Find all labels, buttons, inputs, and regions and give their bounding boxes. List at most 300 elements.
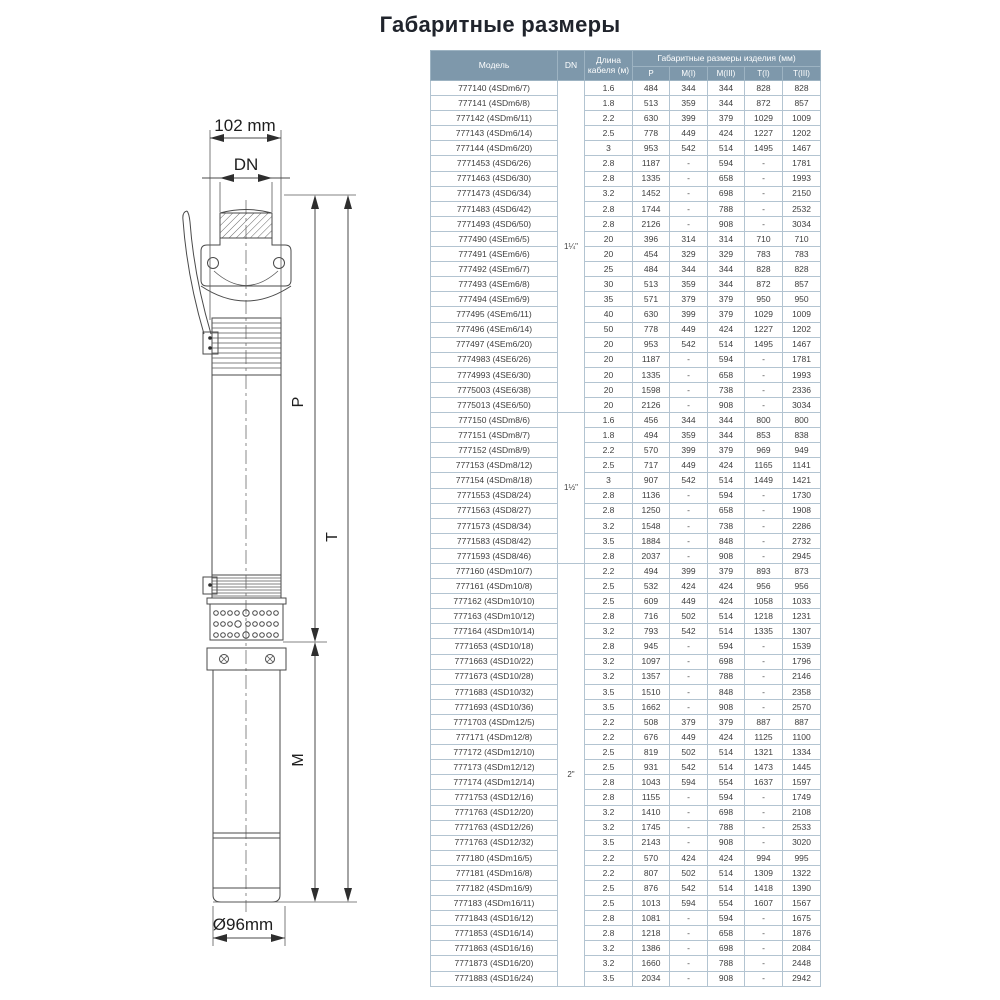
model-cell: 777496 (4SEm6/14): [431, 322, 558, 337]
header-m3: M(III): [708, 67, 745, 81]
value-cell: 2.5: [585, 760, 633, 775]
value-cell: 2.8: [585, 488, 633, 503]
model-cell: 777494 (4SEm6/9): [431, 292, 558, 307]
value-cell: 1449: [745, 473, 783, 488]
value-cell: -: [670, 156, 708, 171]
model-cell: 777495 (4SEm6/11): [431, 307, 558, 322]
value-cell: 2143: [633, 835, 670, 850]
value-cell: -: [745, 684, 783, 699]
dimensions-table: [430, 50, 821, 987]
value-cell: 800: [745, 413, 783, 428]
value-cell: -: [670, 911, 708, 926]
table-row: [431, 790, 821, 805]
table-row: [431, 730, 821, 745]
value-cell: 872: [745, 277, 783, 292]
value-cell: 2.2: [585, 865, 633, 880]
value-cell: 20: [585, 382, 633, 397]
value-cell: 2.2: [585, 443, 633, 458]
model-cell: 777172 (4SDm12/10): [431, 745, 558, 760]
value-cell: 344: [708, 81, 745, 96]
model-cell: 7771583 (4SD8/42): [431, 533, 558, 548]
value-cell: 698: [708, 805, 745, 820]
value-cell: 3.2: [585, 669, 633, 684]
value-cell: -: [745, 805, 783, 820]
power-cable: [183, 211, 211, 334]
value-cell: 344: [708, 96, 745, 111]
value-cell: 2.8: [585, 216, 633, 231]
page-title: Габаритные размеры: [379, 12, 621, 37]
value-cell: 1662: [633, 699, 670, 714]
value-cell: 3.5: [585, 699, 633, 714]
dn-cell: 2": [558, 564, 585, 987]
value-cell: 2034: [633, 971, 670, 986]
value-cell: 872: [745, 96, 783, 111]
value-cell: 344: [708, 277, 745, 292]
value-cell: 379: [708, 564, 745, 579]
value-cell: 1231: [783, 609, 821, 624]
value-cell: 1445: [783, 760, 821, 775]
value-cell: 893: [745, 564, 783, 579]
table-row: [431, 639, 821, 654]
table-row: [431, 956, 821, 971]
value-cell: 379: [708, 443, 745, 458]
value-cell: 3: [585, 141, 633, 156]
dn-cell: 1¼": [558, 81, 585, 413]
value-cell: 344: [708, 428, 745, 443]
value-cell: 1029: [745, 111, 783, 126]
value-cell: 1781: [783, 156, 821, 171]
value-cell: 2.2: [585, 730, 633, 745]
model-cell: 777182 (4SDm16/9): [431, 880, 558, 895]
table-row: [431, 171, 821, 186]
value-cell: -: [745, 367, 783, 382]
value-cell: 1227: [745, 126, 783, 141]
value-cell: 2037: [633, 548, 670, 563]
value-cell: 3034: [783, 397, 821, 412]
model-cell: 7771853 (4SD16/14): [431, 926, 558, 941]
table-row: [431, 850, 821, 865]
value-cell: 1033: [783, 594, 821, 609]
value-cell: 2.2: [585, 111, 633, 126]
value-cell: 873: [783, 564, 821, 579]
value-cell: 554: [708, 775, 745, 790]
value-cell: 554: [708, 896, 745, 911]
value-cell: 1125: [745, 730, 783, 745]
value-cell: 793: [633, 624, 670, 639]
value-cell: 1.6: [585, 81, 633, 96]
value-cell: 698: [708, 941, 745, 956]
model-cell: 777174 (4SDm12/14): [431, 775, 558, 790]
value-cell: -: [745, 956, 783, 971]
model-cell: 777153 (4SDm8/12): [431, 458, 558, 473]
value-cell: -: [670, 367, 708, 382]
value-cell: 956: [745, 579, 783, 594]
value-cell: 1.6: [585, 413, 633, 428]
value-cell: -: [670, 171, 708, 186]
value-cell: -: [670, 548, 708, 563]
value-cell: 1335: [633, 171, 670, 186]
value-cell: 1309: [745, 865, 783, 880]
value-cell: 1029: [745, 307, 783, 322]
model-cell: 777180 (4SDm16/5): [431, 850, 558, 865]
value-cell: 329: [670, 247, 708, 262]
value-cell: 956: [783, 579, 821, 594]
value-cell: 571: [633, 292, 670, 307]
header-dimensions-group: Габаритные размеры изделия (мм): [633, 51, 821, 67]
value-cell: -: [670, 971, 708, 986]
value-cell: -: [745, 533, 783, 548]
header-m1: M(I): [670, 67, 708, 81]
value-cell: 594: [670, 775, 708, 790]
value-cell: 1307: [783, 624, 821, 639]
model-cell: 777160 (4SDm10/7): [431, 564, 558, 579]
value-cell: 3.2: [585, 624, 633, 639]
value-cell: 1467: [783, 337, 821, 352]
value-cell: -: [670, 835, 708, 850]
value-cell: 848: [708, 684, 745, 699]
value-cell: 3: [585, 473, 633, 488]
value-cell: 2.8: [585, 201, 633, 216]
value-cell: 1335: [745, 624, 783, 639]
value-cell: -: [745, 654, 783, 669]
value-cell: 502: [670, 609, 708, 624]
table-row: [431, 684, 821, 699]
value-cell: 828: [783, 262, 821, 277]
model-cell: 777183 (4SDm16/11): [431, 896, 558, 911]
value-cell: -: [670, 639, 708, 654]
value-cell: 1884: [633, 533, 670, 548]
value-cell: 1598: [633, 382, 670, 397]
value-cell: 30: [585, 277, 633, 292]
value-cell: 1009: [783, 111, 821, 126]
value-cell: 1390: [783, 880, 821, 895]
table-row: [431, 488, 821, 503]
value-cell: 2.8: [585, 790, 633, 805]
value-cell: 1876: [783, 926, 821, 941]
value-cell: 908: [708, 216, 745, 231]
value-cell: 630: [633, 307, 670, 322]
value-cell: -: [745, 503, 783, 518]
value-cell: 2533: [783, 820, 821, 835]
value-cell: 2.5: [585, 126, 633, 141]
table-row: [431, 382, 821, 397]
header-dn: DN: [558, 51, 585, 81]
value-cell: 396: [633, 231, 670, 246]
table-row: [431, 548, 821, 563]
value-cell: -: [745, 397, 783, 412]
value-cell: 887: [745, 714, 783, 729]
model-cell: 7771673 (4SD10/28): [431, 669, 558, 684]
model-cell: 777173 (4SDm12/12): [431, 760, 558, 775]
value-cell: -: [745, 156, 783, 171]
table-row: [431, 745, 821, 760]
model-cell: 7771563 (4SD8/27): [431, 503, 558, 518]
value-cell: 1097: [633, 654, 670, 669]
value-cell: 594: [708, 156, 745, 171]
table-row: [431, 473, 821, 488]
value-cell: 594: [708, 790, 745, 805]
value-cell: -: [670, 201, 708, 216]
table-row: [431, 156, 821, 171]
value-cell: 1675: [783, 911, 821, 926]
value-cell: 2146: [783, 669, 821, 684]
ribbed-band: [203, 575, 286, 604]
value-cell: 542: [670, 141, 708, 156]
model-cell: 777164 (4SDm10/14): [431, 624, 558, 639]
value-cell: 379: [708, 292, 745, 307]
value-cell: 2084: [783, 941, 821, 956]
value-cell: 1607: [745, 896, 783, 911]
value-cell: 1421: [783, 473, 821, 488]
value-cell: 2.5: [585, 880, 633, 895]
value-cell: 1993: [783, 171, 821, 186]
value-cell: 542: [670, 880, 708, 895]
value-cell: 508: [633, 714, 670, 729]
value-cell: 2732: [783, 533, 821, 548]
value-cell: 329: [708, 247, 745, 262]
value-cell: 994: [745, 850, 783, 865]
table-row: [431, 533, 821, 548]
value-cell: 1730: [783, 488, 821, 503]
value-cell: 424: [670, 850, 708, 865]
value-cell: 1745: [633, 820, 670, 835]
value-cell: 1796: [783, 654, 821, 669]
value-cell: -: [745, 216, 783, 231]
value-cell: -: [745, 941, 783, 956]
value-cell: 1993: [783, 367, 821, 382]
model-cell: 7771883 (4SD16/24): [431, 971, 558, 986]
value-cell: 876: [633, 880, 670, 895]
model-cell: 7771453 (4SD6/26): [431, 156, 558, 171]
value-cell: 698: [708, 186, 745, 201]
value-cell: 1218: [633, 926, 670, 941]
value-cell: -: [670, 654, 708, 669]
value-cell: 907: [633, 473, 670, 488]
value-cell: 2150: [783, 186, 821, 201]
value-cell: 1165: [745, 458, 783, 473]
table-row: [431, 926, 821, 941]
table-row: [431, 503, 821, 518]
value-cell: 484: [633, 81, 670, 96]
value-cell: 484: [633, 262, 670, 277]
model-cell: 7771763 (4SD12/32): [431, 835, 558, 850]
value-cell: 788: [708, 820, 745, 835]
value-cell: 949: [783, 443, 821, 458]
value-cell: 502: [670, 745, 708, 760]
value-cell: 449: [670, 126, 708, 141]
value-cell: 1.8: [585, 96, 633, 111]
value-cell: 424: [670, 579, 708, 594]
value-cell: -: [670, 488, 708, 503]
value-cell: 1187: [633, 156, 670, 171]
value-cell: 449: [670, 594, 708, 609]
value-cell: 953: [633, 337, 670, 352]
value-cell: 2.8: [585, 639, 633, 654]
value-cell: -: [745, 669, 783, 684]
value-cell: 1637: [745, 775, 783, 790]
value-cell: -: [745, 518, 783, 533]
model-cell: 777150 (4SDm8/6): [431, 413, 558, 428]
model-cell: 777161 (4SDm10/8): [431, 579, 558, 594]
header-t1: T(I): [745, 67, 783, 81]
value-cell: 1744: [633, 201, 670, 216]
model-cell: 777152 (4SDm8/9): [431, 443, 558, 458]
model-cell: 777141 (4SDm6/8): [431, 96, 558, 111]
table-row: [431, 413, 821, 428]
model-cell: 7771653 (4SD10/18): [431, 639, 558, 654]
value-cell: 25: [585, 262, 633, 277]
value-cell: 1334: [783, 745, 821, 760]
value-cell: 594: [708, 639, 745, 654]
value-cell: -: [670, 533, 708, 548]
value-cell: 449: [670, 458, 708, 473]
value-cell: 945: [633, 639, 670, 654]
value-cell: 399: [670, 443, 708, 458]
value-cell: 502: [670, 865, 708, 880]
value-cell: 20: [585, 231, 633, 246]
value-cell: 738: [708, 518, 745, 533]
table-row: [431, 96, 821, 111]
dimension-102mm-label: 102 mm: [214, 116, 276, 135]
value-cell: 783: [745, 247, 783, 262]
value-cell: -: [670, 669, 708, 684]
value-cell: 2.8: [585, 911, 633, 926]
dimension-p-label: P: [290, 396, 307, 408]
dimension-m-label: M: [290, 753, 307, 767]
table-row: [431, 564, 821, 579]
value-cell: 424: [708, 126, 745, 141]
value-cell: 344: [670, 81, 708, 96]
value-cell: 514: [708, 473, 745, 488]
value-cell: 658: [708, 503, 745, 518]
value-cell: 1495: [745, 141, 783, 156]
value-cell: 359: [670, 428, 708, 443]
value-cell: 1058: [745, 594, 783, 609]
model-cell: 777142 (4SDm6/11): [431, 111, 558, 126]
table-row: [431, 277, 821, 292]
model-cell: 7771553 (4SD8/24): [431, 488, 558, 503]
model-cell: 7771763 (4SD12/20): [431, 805, 558, 820]
table-row: [431, 835, 821, 850]
table-row: [431, 579, 821, 594]
value-cell: 931: [633, 760, 670, 775]
value-cell: 594: [708, 352, 745, 367]
table-row: [431, 714, 821, 729]
value-cell: 2942: [783, 971, 821, 986]
value-cell: 1510: [633, 684, 670, 699]
model-cell: 7771863 (4SD16/16): [431, 941, 558, 956]
value-cell: 1227: [745, 322, 783, 337]
value-cell: 494: [633, 564, 670, 579]
model-cell: 7774993 (4SE6/30): [431, 367, 558, 382]
value-cell: 1043: [633, 775, 670, 790]
value-cell: -: [670, 382, 708, 397]
value-cell: 717: [633, 458, 670, 473]
value-cell: 2108: [783, 805, 821, 820]
value-cell: -: [745, 699, 783, 714]
value-cell: -: [670, 518, 708, 533]
value-cell: 20: [585, 337, 633, 352]
value-cell: 514: [708, 880, 745, 895]
dimension-96mm-label: Ø96mm: [212, 915, 274, 934]
model-cell: 777163 (4SDm10/12): [431, 609, 558, 624]
value-cell: 50: [585, 322, 633, 337]
value-cell: 1322: [783, 865, 821, 880]
table-row: [431, 231, 821, 246]
table-row: [431, 322, 821, 337]
value-cell: 908: [708, 548, 745, 563]
value-cell: 1321: [745, 745, 783, 760]
value-cell: 716: [633, 609, 670, 624]
table-row: [431, 654, 821, 669]
header-cable-length: Длина кабеля (м): [585, 51, 633, 81]
table-row: [431, 126, 821, 141]
value-cell: 2.8: [585, 926, 633, 941]
value-cell: 819: [633, 745, 670, 760]
value-cell: 2126: [633, 397, 670, 412]
value-cell: 710: [783, 231, 821, 246]
value-cell: 1136: [633, 488, 670, 503]
table-row: [431, 971, 821, 986]
value-cell: 344: [708, 413, 745, 428]
table-row: [431, 337, 821, 352]
value-cell: -: [670, 186, 708, 201]
value-cell: -: [670, 926, 708, 941]
value-cell: 676: [633, 730, 670, 745]
model-cell: 777140 (4SDm6/7): [431, 81, 558, 96]
table-row: [431, 247, 821, 262]
value-cell: 344: [670, 262, 708, 277]
value-cell: 314: [708, 231, 745, 246]
value-cell: -: [745, 201, 783, 216]
table-row: [431, 216, 821, 231]
value-cell: 953: [633, 141, 670, 156]
table-row: [431, 594, 821, 609]
value-cell: 658: [708, 926, 745, 941]
model-cell: 7771873 (4SD16/20): [431, 956, 558, 971]
value-cell: 950: [783, 292, 821, 307]
value-cell: 1357: [633, 669, 670, 684]
value-cell: 1081: [633, 911, 670, 926]
value-cell: 2532: [783, 201, 821, 216]
value-cell: 2.5: [585, 458, 633, 473]
model-cell: 7771593 (4SD8/46): [431, 548, 558, 563]
value-cell: 1386: [633, 941, 670, 956]
value-cell: 788: [708, 201, 745, 216]
table-row: [431, 186, 821, 201]
pump-dimension-drawing: [0, 0, 430, 1000]
value-cell: 3.5: [585, 533, 633, 548]
value-cell: 3034: [783, 216, 821, 231]
value-cell: 1141: [783, 458, 821, 473]
table-row: [431, 81, 821, 96]
value-cell: 828: [745, 262, 783, 277]
value-cell: 1410: [633, 805, 670, 820]
model-cell: 7771473 (4SD6/34): [431, 186, 558, 201]
value-cell: 1155: [633, 790, 670, 805]
model-cell: 7771573 (4SD8/34): [431, 518, 558, 533]
value-cell: -: [670, 216, 708, 231]
table-row: [431, 865, 821, 880]
value-cell: 908: [708, 971, 745, 986]
dimension-t: [324, 195, 352, 902]
value-cell: 35: [585, 292, 633, 307]
dn-cell: 1½": [558, 413, 585, 564]
model-cell: 7771843 (4SD16/12): [431, 911, 558, 926]
value-cell: 20: [585, 352, 633, 367]
value-cell: 379: [708, 714, 745, 729]
model-cell: 777497 (4SEm6/20): [431, 337, 558, 352]
